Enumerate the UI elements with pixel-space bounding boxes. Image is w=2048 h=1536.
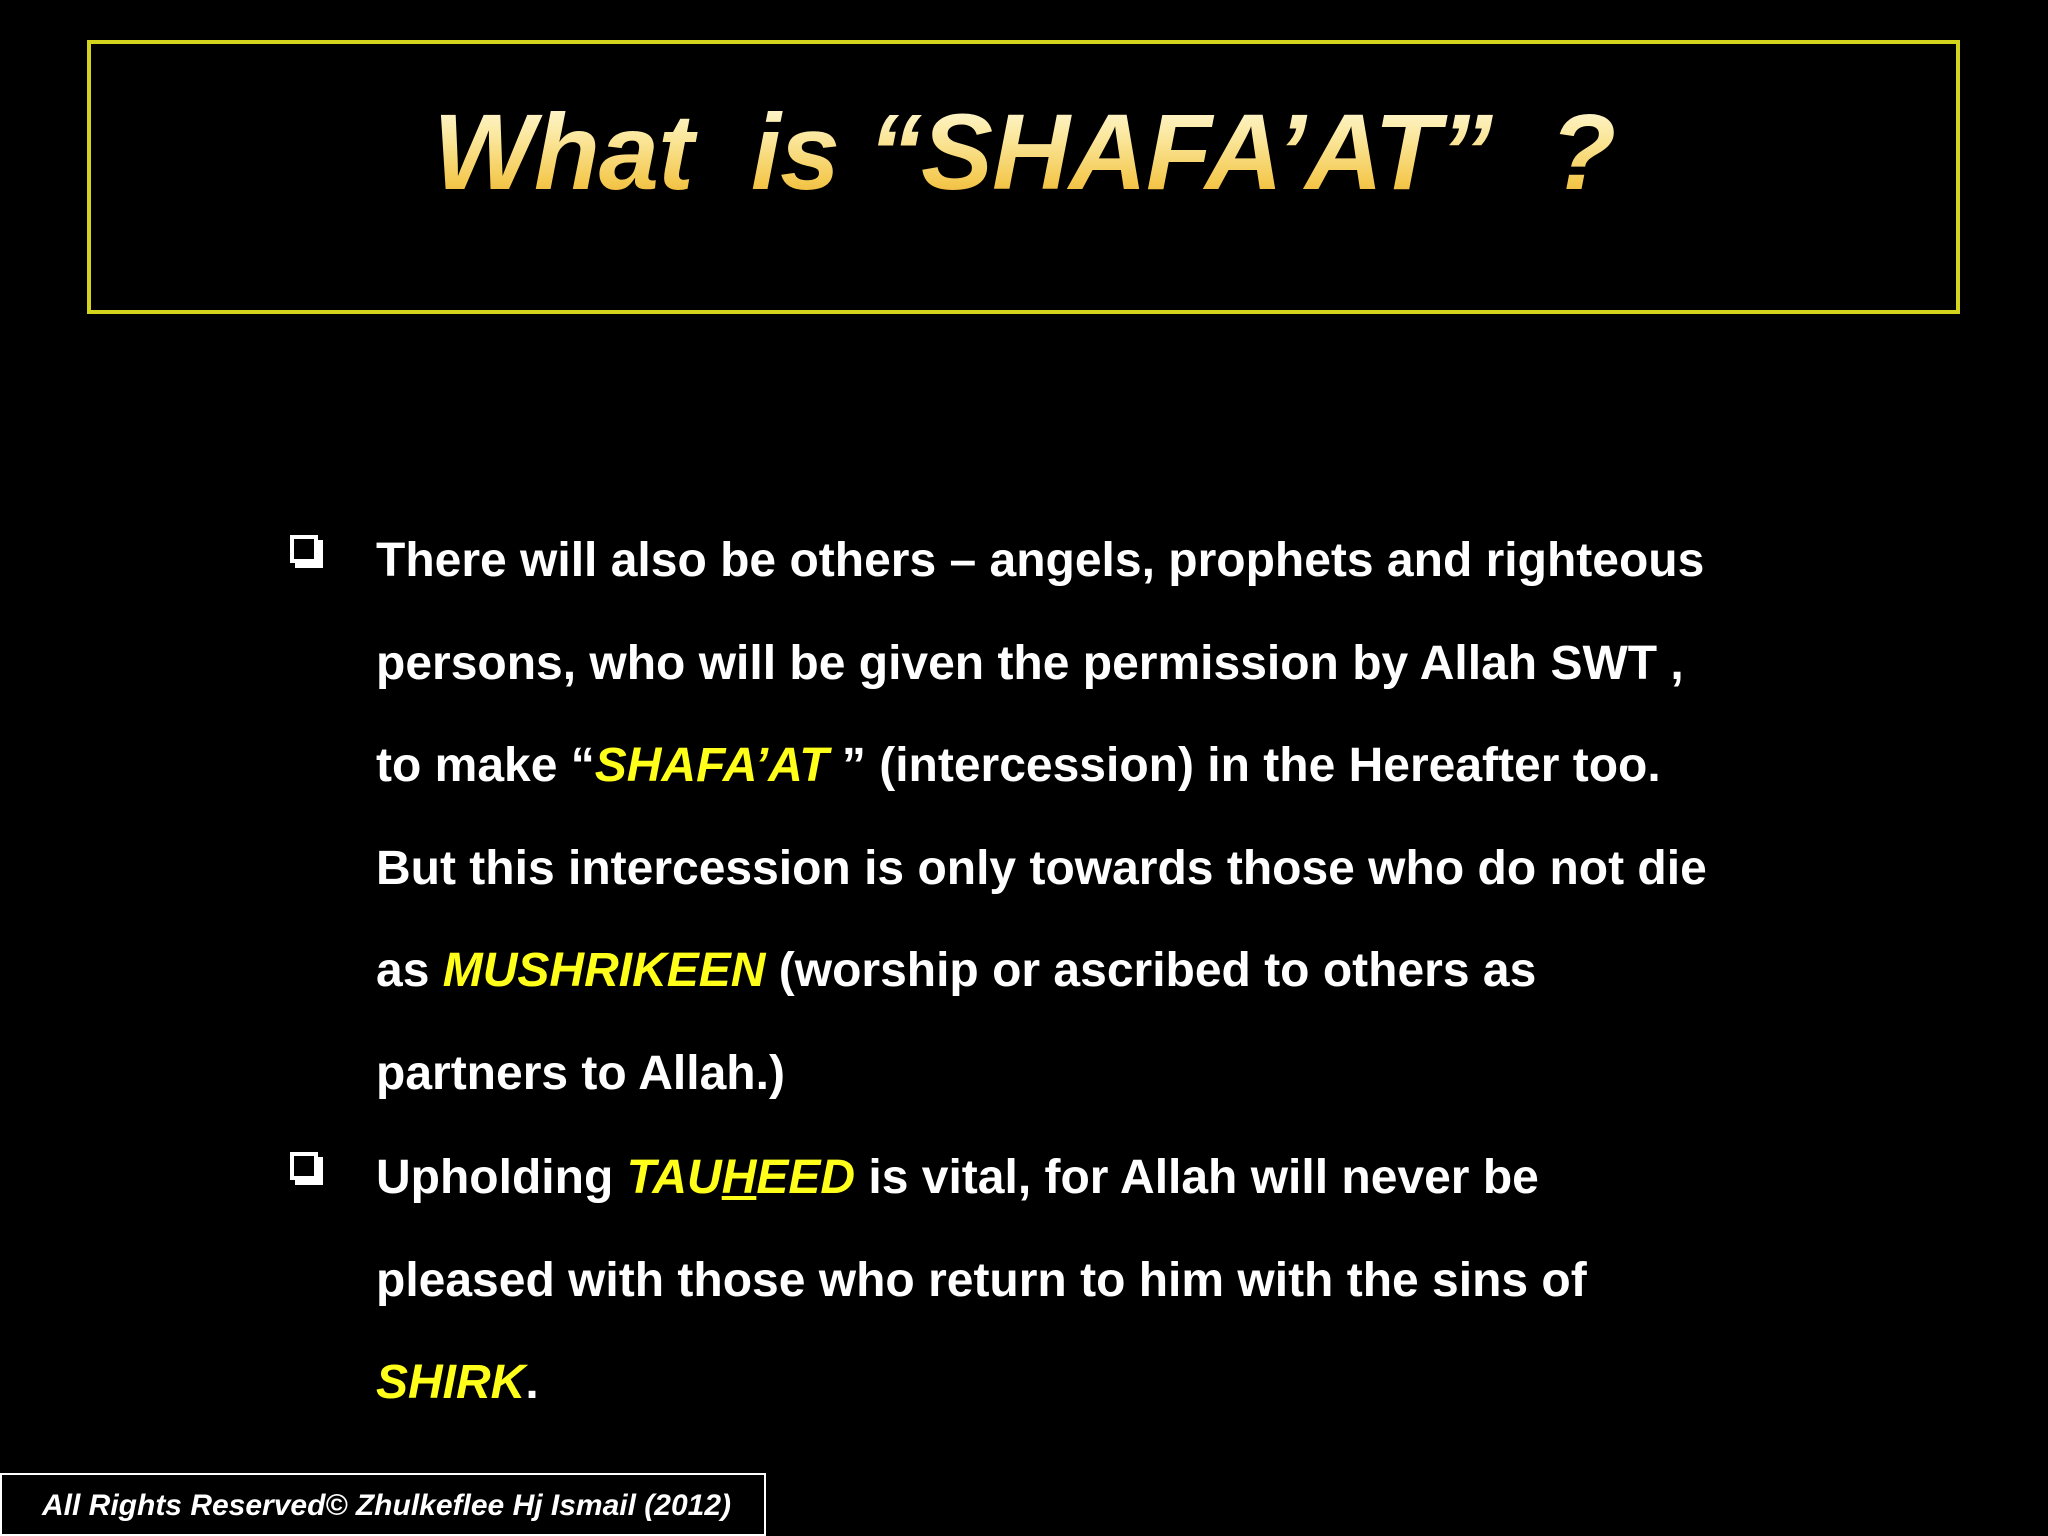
bullet-1-line-2: persons, who will be given the permission by Allah SWT ,: [376, 636, 1684, 690]
bullet-2-line-1-suffix: is vital, for Allah will never be: [855, 1151, 1539, 1204]
slide-title: What is “SHAFA’AT” ?: [0, 92, 2048, 212]
term-tauheed-part-a: TAU: [626, 1151, 722, 1204]
copyright-text: All Rights Reserved© Zhulkeflee Hj Ismail (2012): [42, 1489, 732, 1522]
checkbox-bullet-icon: [290, 1152, 318, 1180]
checkbox-bullet-icon: [290, 535, 318, 563]
bullet-2-line-3: [376, 1332, 1790, 1435]
title-area: [0, 0, 2048, 320]
term-shirk: SHIRK: [376, 1356, 526, 1409]
bullet-1-line-3-suffix: ” (intercession) in the Hereafter too.: [841, 739, 1661, 792]
bullet-1-line-3-prefix: to make “: [376, 739, 595, 792]
bullet-1-line-3: [376, 715, 1790, 818]
term-tauheed: [627, 1151, 855, 1204]
bullet-1-line-5-suffix: (worship or ascribed to others as: [765, 944, 1537, 997]
bullet-1-line-5-prefix: as: [376, 944, 443, 997]
bullet-1-line-1: There will also be others – angels, prophets and righteous: [376, 534, 1705, 587]
bullet-2-line-1-prefix: Upholding: [376, 1151, 627, 1204]
bullet-1-line-4: But this intercession is only towards those who do not die: [376, 841, 1707, 895]
term-shafaat: SHAFA’AT: [594, 739, 842, 792]
bullet-1-line-6: partners to Allah.): [376, 1046, 785, 1100]
bullet-item-2: [290, 1127, 1790, 1435]
bullet-item-1: [290, 510, 1790, 1125]
term-tauheed-part-b: H: [721, 1151, 757, 1204]
term-mushrikeen: MUSHRIKEEN: [442, 944, 766, 997]
copyright-footer: [0, 1473, 766, 1536]
bullet-1-line-5: [376, 920, 1790, 1023]
bullet-2-line-3-suffix: .: [525, 1356, 539, 1409]
term-tauheed-part-c: EED: [756, 1151, 856, 1204]
bullet-2-line-1: [376, 1127, 1790, 1230]
bullet-list: [290, 510, 1790, 1435]
bullet-2-line-2: pleased with those who return to him with the sins of: [376, 1253, 1587, 1307]
